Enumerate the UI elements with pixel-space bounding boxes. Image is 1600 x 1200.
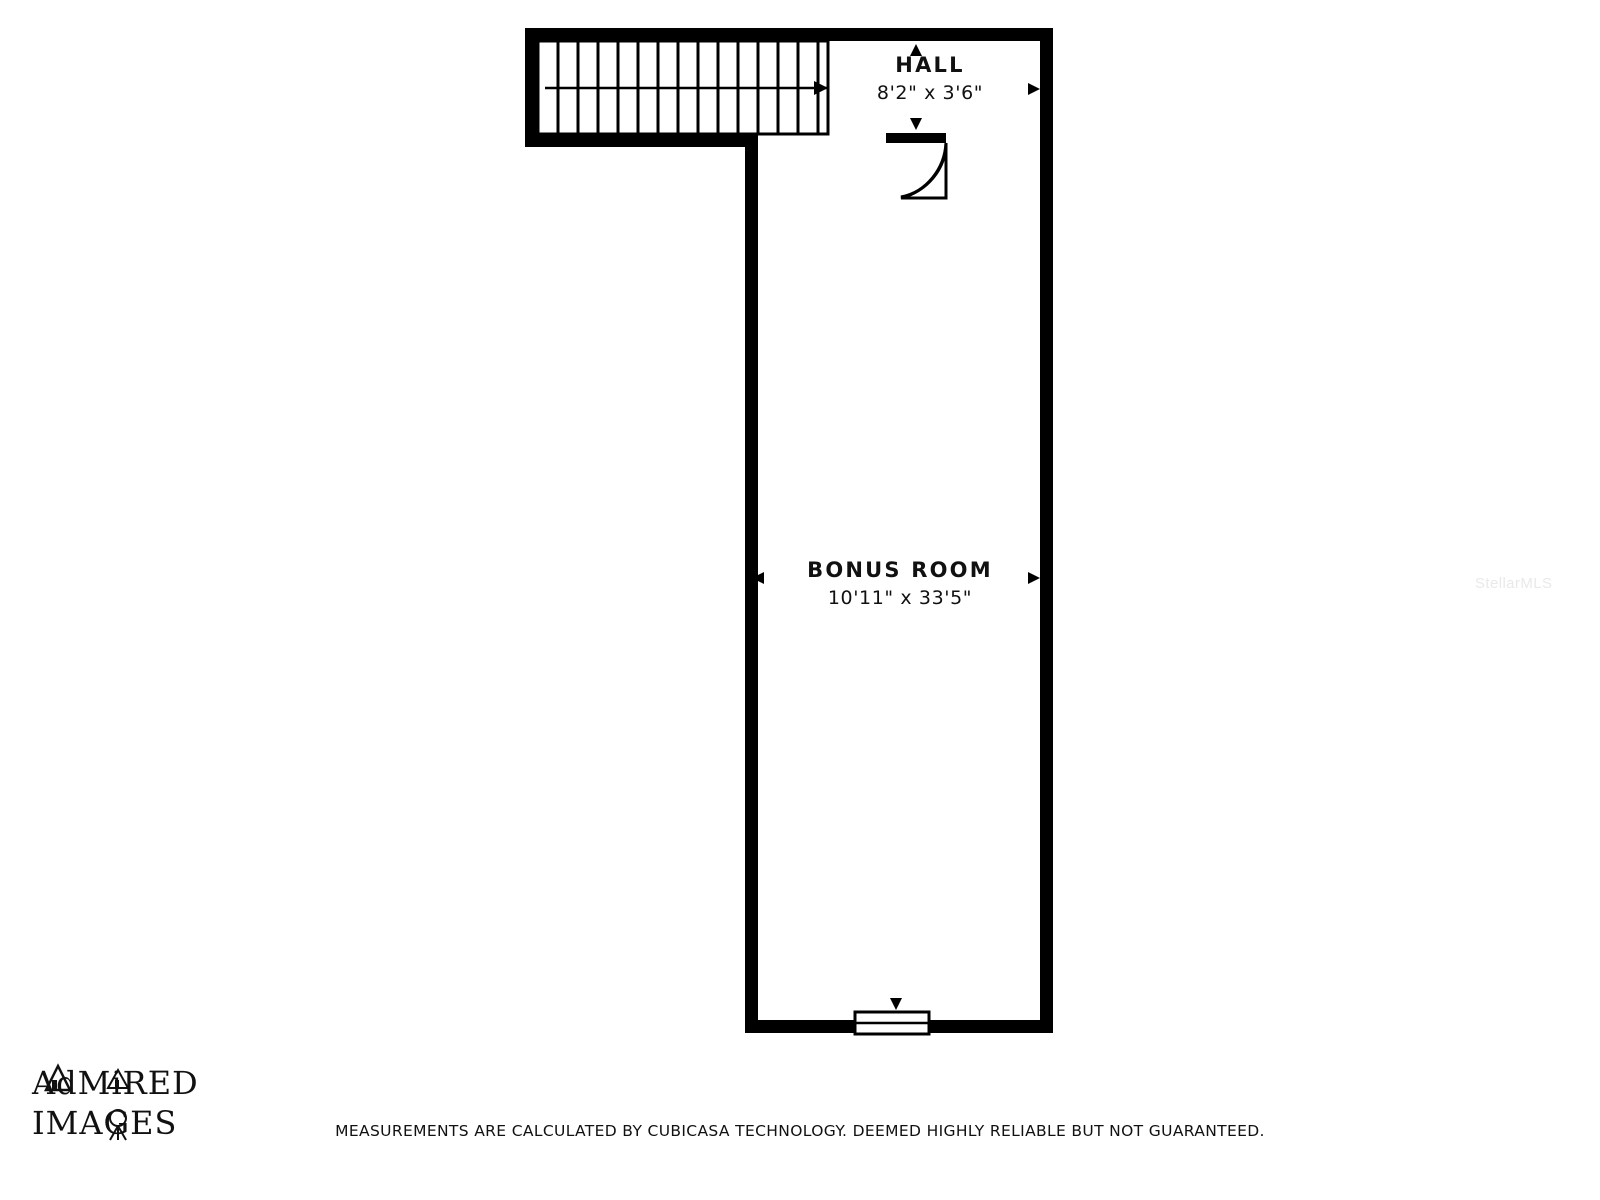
room-name-hall: HALL: [895, 53, 965, 77]
walls: [525, 28, 1053, 1033]
room-dimensions-bonus-room: 10'11" x 33'5": [827, 587, 973, 610]
logo-text-line-1: AdMiRED: [32, 1064, 199, 1102]
room-label-hall: [790, 52, 1070, 107]
room-dimensions-hall: 8'2" x 3'6": [876, 82, 984, 105]
room-label-bonus-room: [740, 557, 1060, 612]
logo-text-line-2: IMAGES: [32, 1104, 178, 1142]
room-name-bonus-room: BONUS ROOM: [807, 558, 993, 582]
measurement-disclaimer: MEASUREMENTS ARE CALCULATED BY CUBICASA TECHNOLOGY. DEEMED HIGHLY RELIABLE BUT NOT GUARANTEED.: [335, 1122, 1265, 1140]
staircase-icon: [538, 41, 828, 134]
door-swing-icon: [886, 133, 946, 198]
dimension-markers: [752, 44, 1040, 1010]
mls-watermark: StellarMLS: [1475, 575, 1553, 592]
window-icon: [855, 1012, 929, 1034]
